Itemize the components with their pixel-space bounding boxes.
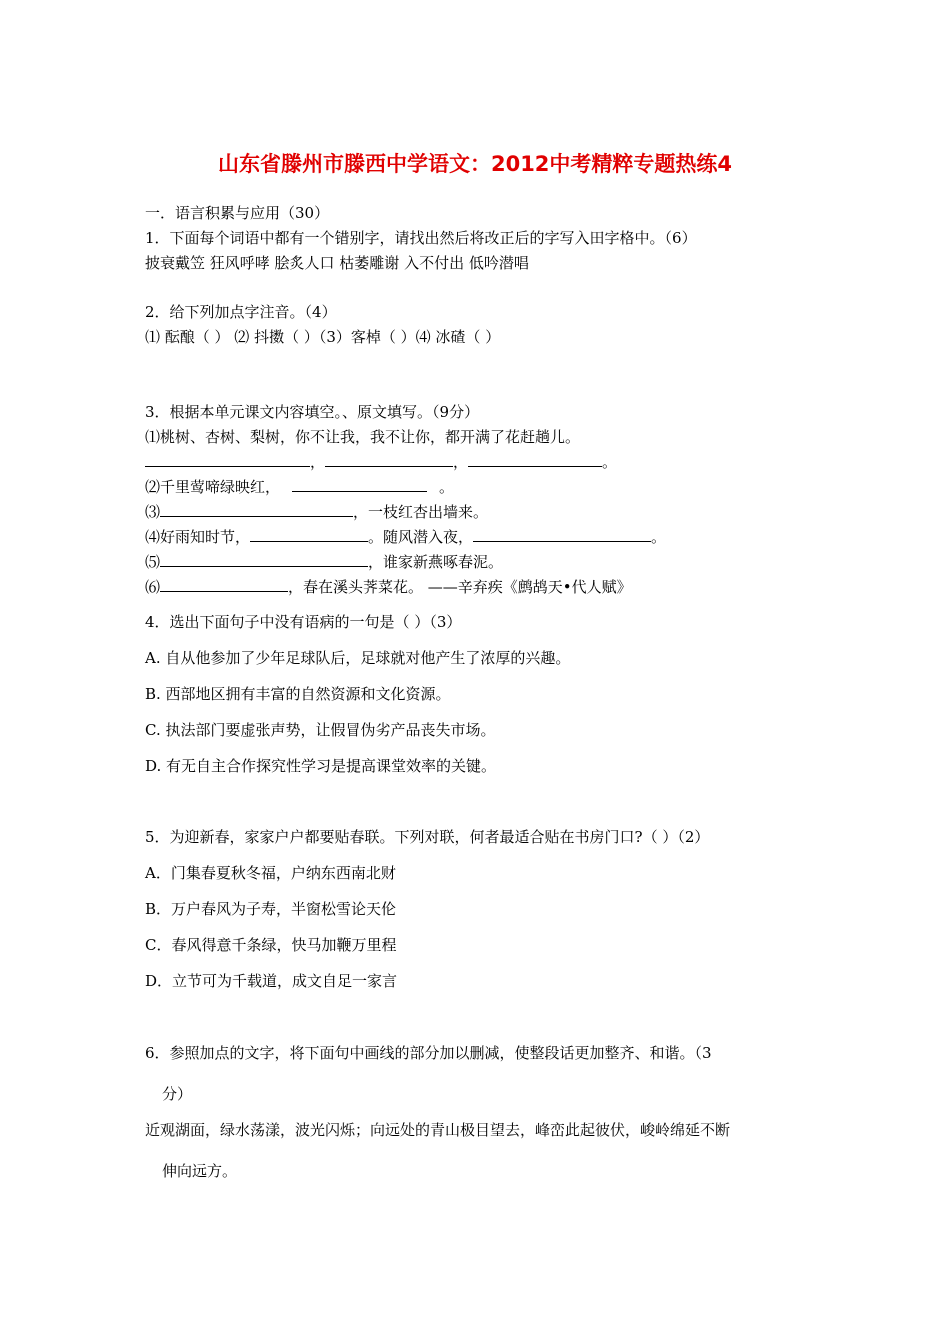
- fill-blank[interactable]: [250, 527, 368, 542]
- q3-line3: ⑵千里莺啼绿映红， 。: [145, 478, 455, 496]
- q1-words: 披衰戴笠 狂风呼哮 脍炙人口 枯萎雕谢 入不付出 低吟潜唱: [145, 254, 529, 272]
- q2-items: ⑴ 酝酿（ ） ⑵ 抖擞（ ）（3）客棹（ ）⑷ 冰碴（ ）: [145, 328, 501, 346]
- q6-prompt-cont: 分）: [162, 1085, 193, 1103]
- q5-option-b: B．万户春风为子寿，半窗松雪论天伦: [145, 900, 397, 918]
- q5-option-d: D．立节可为千载道，成文自足一家言: [145, 972, 398, 990]
- q4-prompt: 4．选出下面句子中没有语病的一句是（ ）（3）: [145, 613, 462, 631]
- q5-option-c: C．春风得意千条绿，快马加鞭万里程: [145, 936, 397, 954]
- q4-option-a: A. 自从他参加了少年足球队后，足球就对他产生了浓厚的兴趣。: [145, 649, 571, 667]
- fill-blank[interactable]: [473, 527, 651, 542]
- q2-prompt: 2．给下列加点字注音。（4）: [145, 303, 337, 321]
- section-heading: 一．语言积累与应用（30）: [145, 204, 330, 222]
- q3-line7: ⑹ ，春在溪头荠菜花。 ——辛弃疾《鹧鸪天•代人赋》: [145, 578, 632, 596]
- fill-blank[interactable]: [292, 477, 427, 492]
- q6-text: 近观湖面，绿水荡漾，波光闪烁；向远处的青山极目望去，峰峦此起彼伏，峻岭绵延不断: [145, 1121, 731, 1139]
- fill-blank[interactable]: [145, 452, 310, 467]
- q6-prompt: 6．参照加点的文字，将下面句中画线的部分加以删减，使整段话更加整齐、和谐。（3: [145, 1044, 712, 1062]
- q3-line4: ⑶ ，一枝红杏出墙来。: [145, 503, 489, 521]
- fill-blank[interactable]: [160, 502, 353, 517]
- fill-blank[interactable]: [160, 577, 288, 592]
- q3-line2: ， ， 。: [145, 452, 617, 472]
- page-title: 山东省滕州市滕西中学语文：2012中考精粹专题热练4: [217, 152, 733, 176]
- q1-prompt: 1．下面每个词语中都有一个错别字，请找出然后将改正后的字写入田字格中。（6）: [145, 229, 697, 247]
- fill-blank[interactable]: [160, 552, 368, 567]
- q5-prompt: 5．为迎新春，家家户户都要贴春联。下列对联，何者最适合贴在书房门口?（ ）（2）: [145, 828, 710, 846]
- q5-option-a: A．门集春夏秋冬福，户纳东西南北财: [145, 864, 396, 882]
- q6-text-cont: 伸向远方。: [162, 1162, 238, 1180]
- q3-line1: ⑴桃树、杏树、梨树，你不让我，我不让你，都开满了花赶趟儿。: [145, 428, 581, 446]
- q3-line5: ⑷好雨知时节， 。随风潜入夜， 。: [145, 528, 667, 546]
- q3-line6: ⑸ ，谁家新燕啄春泥。: [145, 553, 504, 571]
- q3-prompt: 3．根据本单元课文内容填空。、原文填写。（9分）: [145, 403, 480, 421]
- q4-option-d: D. 有无自主合作探究性学习是提高课堂效率的关键。: [145, 757, 497, 775]
- q4-option-c: C. 执法部门要虚张声势，让假冒伪劣产品丧失市场。: [145, 721, 496, 739]
- fill-blank[interactable]: [468, 452, 602, 467]
- q4-option-b: B. 西部地区拥有丰富的自然资源和文化资源。: [145, 685, 451, 703]
- fill-blank[interactable]: [325, 452, 453, 467]
